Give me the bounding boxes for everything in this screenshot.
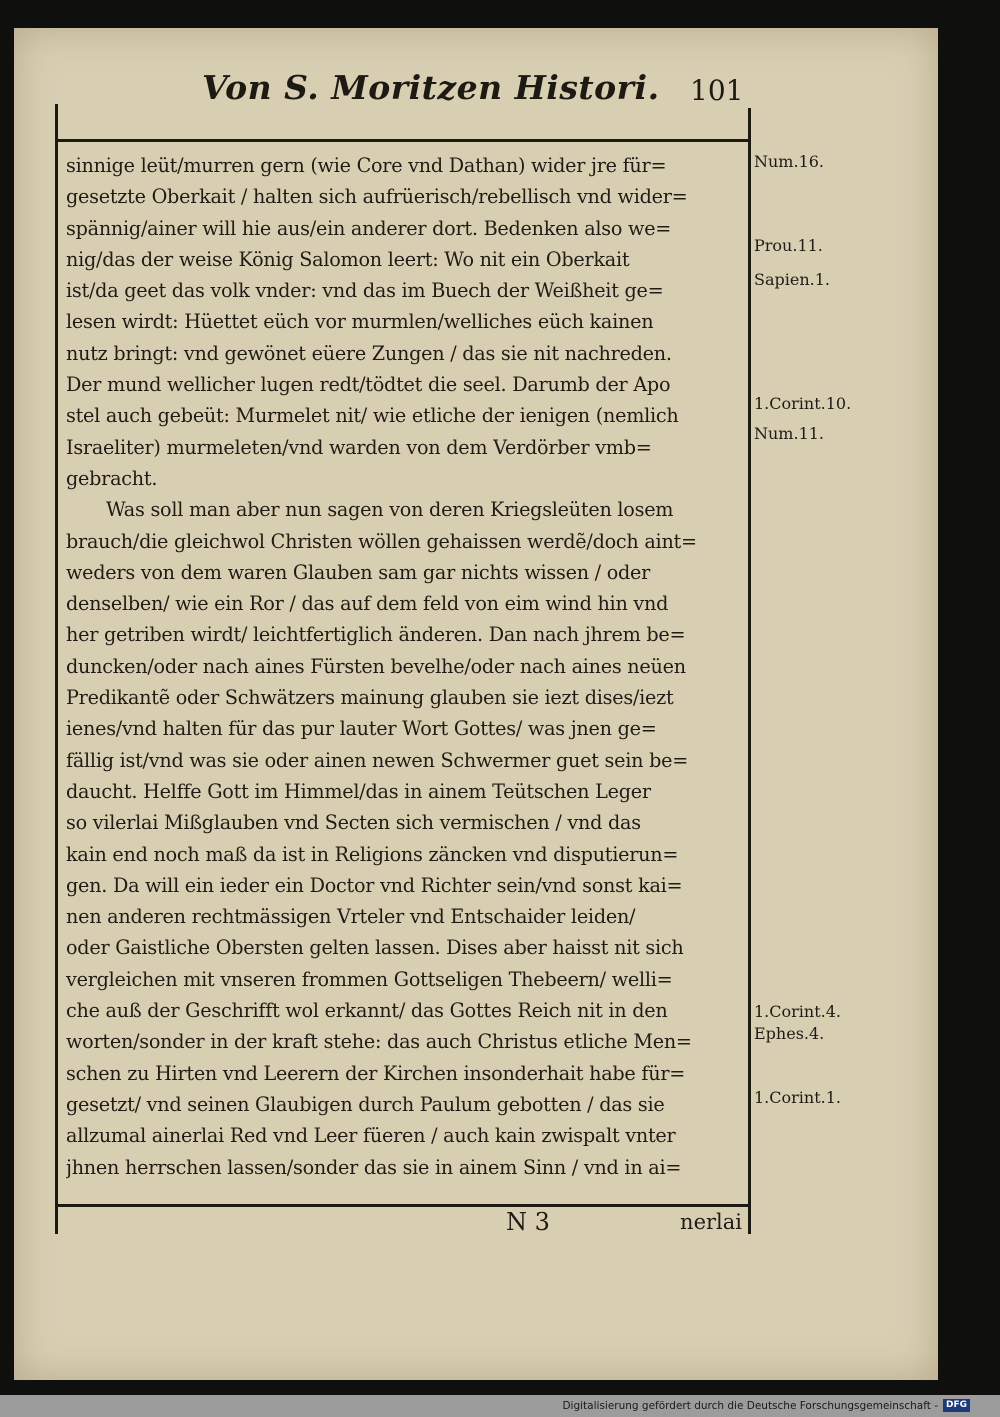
text-line: Was soll man aber nun sagen von deren Kriegsleüten losem xyxy=(106,498,674,522)
text-line: oder Gaistliche Obersten gelten lassen. Dises aber haisst nit sich xyxy=(66,936,684,960)
margin-note: Sapien.1. xyxy=(754,270,830,289)
text-line: daucht. Helffe Gott im Himmel/das in ainem Teütschen Leger xyxy=(66,779,651,803)
text-line: gebracht. xyxy=(66,466,158,490)
book-page xyxy=(14,28,938,1380)
signature-mark: N 3 xyxy=(506,1208,550,1236)
running-head: Von S. Moritzen Histori. xyxy=(202,68,660,107)
text-line: vergleichen mit vnseren frommen Gottseligen Thebeern/ welli= xyxy=(66,967,673,991)
text-line: stel auch gebeüt: Murmelet nit/ wie etliche der ienigen (nemlich xyxy=(66,404,679,428)
digitization-credit xyxy=(562,1399,970,1412)
text-line: sinnige leüt/murren gern (wie Core vnd Dathan) wider jre für= xyxy=(66,154,667,177)
text-line: allzumal ainerlai Red vnd Leer füeren / auch kain zwispalt vnter xyxy=(66,1124,676,1148)
left-border-rule xyxy=(55,104,58,1234)
text-line: nutz bringt: vnd gewönet eüere Zungen / das sie nit nachreden. xyxy=(66,341,672,365)
text-line: gen. Da will ein ieder ein Doctor vnd Richter sein/vnd sonst kai= xyxy=(66,873,683,897)
footer-rule xyxy=(56,1204,751,1207)
margin-note: Num.11. xyxy=(754,424,825,443)
text-line: so vilerlai Mißglauben vnd Secten sich vermischen / vnd das xyxy=(66,811,641,835)
text-line: ist/da geet das volk vnder: vnd das im Buech der Weißheit ge= xyxy=(66,279,664,303)
margin-note: 1.Corint.10. xyxy=(754,394,852,413)
credit-text: Digitalisierung gefördert durch die Deutsche Forschungsgemeinschaft - xyxy=(562,1399,938,1412)
text-line: duncken/oder nach aines Fürsten bevelhe/oder nach aines neüen xyxy=(66,654,686,678)
text-line: her getriben wirdt/ leichtfertiglich änderen. Dan nach jhrem be= xyxy=(66,623,686,647)
right-border-rule xyxy=(748,108,751,1234)
text-line: jhnen herrschen lassen/sonder das sie in ainem Sinn / vnd in ai= xyxy=(66,1155,682,1179)
text-line: lesen wirdt: Hüettet eüch vor murmlen/welliches eüch kainen xyxy=(66,310,654,334)
header-rule xyxy=(56,139,751,142)
margin-note: Ephes.4. xyxy=(754,1024,825,1043)
margin-note: 1.Corint.1. xyxy=(754,1088,841,1107)
body-text xyxy=(66,150,742,1183)
text-line: nen anderen rechtmässigen Vrteler vnd Entschaider leiden/ xyxy=(66,905,636,929)
text-line: nig/das der weise König Salomon leert: Wo nit ein Oberkait xyxy=(66,247,630,271)
page-number: 101 xyxy=(690,74,744,107)
text-line: ienes/vnd halten für das pur lauter Wort Gottes/ was jnen ge= xyxy=(66,717,657,741)
text-line: brauch/die gleichwol Christen wöllen gehaissen werdẽ/doch aint= xyxy=(66,529,697,553)
text-line: Predikantẽ oder Schwätzers mainung glauben sie iezt dises/iezt xyxy=(66,686,674,710)
text-line: weders von dem waren Glauben sam gar nichts wissen / oder xyxy=(66,560,651,584)
dfg-logo-icon: DFG xyxy=(943,1399,970,1412)
text-line: fällig ist/vnd was sie oder ainen newen Schwermer guet sein be= xyxy=(66,748,689,772)
text-line: Israeliter) murmeleten/vnd warden von dem Verdörber vmb= xyxy=(66,435,652,459)
text-line: che auß der Geschrifft wol erkannt/ das Gottes Reich nit in den xyxy=(66,999,668,1023)
catchword: nerlai xyxy=(680,1210,742,1234)
text-line: Der mund wellicher lugen redt/tödtet die seel. Darumb der Apo xyxy=(66,373,671,397)
text-line: denselben/ wie ein Ror / das auf dem feld von eim wind hin vnd xyxy=(66,592,669,616)
text-line: kain end noch maß da ist in Religions zäncken vnd disputierun= xyxy=(66,842,679,866)
margin-note: 1.Corint.4. xyxy=(754,1002,841,1021)
text-line: worten/sonder in der kraft stehe: das auch Christus etliche Men= xyxy=(66,1030,692,1054)
text-line: spännig/ainer will hie aus/ein anderer dort. Bedenken also we= xyxy=(66,216,672,240)
text-line: gesetzte Oberkait / halten sich aufrüerisch/rebellisch vnd wider= xyxy=(66,185,688,209)
text-line: schen zu Hirten vnd Leerern der Kirchen insonderhait habe für= xyxy=(66,1061,686,1085)
margin-note: Num.16. xyxy=(754,152,825,171)
text-line: gesetzt/ vnd seinen Glaubigen durch Paulum gebotten / das sie xyxy=(66,1092,665,1116)
page-foot xyxy=(66,1208,746,1244)
margin-note: Prou.11. xyxy=(754,236,823,255)
